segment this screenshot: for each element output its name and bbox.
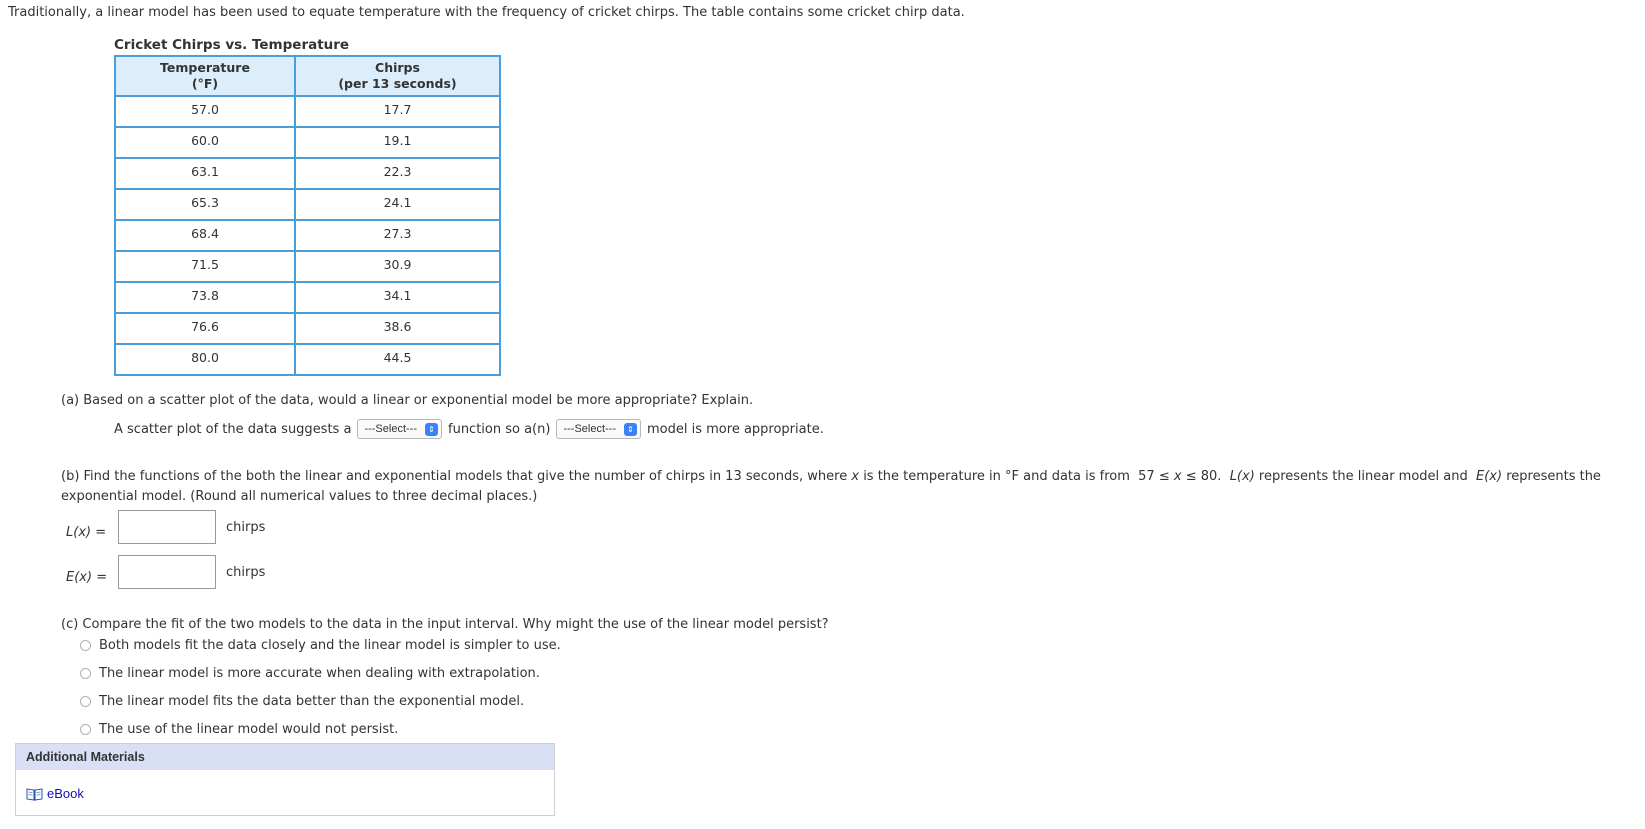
func-L: L(x) <box>1229 469 1255 484</box>
radio-button[interactable] <box>80 640 91 651</box>
cell-chirps: 24.1 <box>295 189 500 220</box>
part-a-answer-line <box>114 419 824 439</box>
cell-chirps: 22.3 <box>295 158 500 189</box>
part-a-text-2: function so a(n) <box>448 421 551 437</box>
cell-temperature: 80.0 <box>115 344 295 375</box>
radio-button[interactable] <box>80 724 91 735</box>
select-value: ---Select--- <box>364 423 417 435</box>
table-row <box>115 251 500 282</box>
domain-end: ≤ 80. <box>1185 469 1222 484</box>
table-row <box>115 313 500 344</box>
cell-chirps: 38.6 <box>295 313 500 344</box>
exponential-unit: chirps <box>226 565 266 580</box>
option-extrapolation[interactable]: The linear model is more accurate when dealing with extrapolation. <box>80 666 540 681</box>
model-type-select[interactable] <box>556 419 641 439</box>
function-type-select[interactable] <box>357 419 442 439</box>
chevron-updown-icon: ⇕ <box>425 423 438 436</box>
additional-materials-title: Additional Materials <box>16 744 554 770</box>
table-row <box>115 96 500 127</box>
header-chirps: Chirps (per 13 seconds) <box>295 56 500 96</box>
part-a-text-3: model is more appropriate. <box>647 421 824 437</box>
exponential-model-label: E(x) = <box>66 570 108 585</box>
var-x: x <box>1173 469 1182 484</box>
cell-temperature: 71.5 <box>115 251 295 282</box>
option-both-fit[interactable]: Both models fit the data closely and the linear model is simpler to use. <box>80 638 561 653</box>
part-a-text-1: A scatter plot of the data suggests a <box>114 421 352 437</box>
radio-button[interactable] <box>80 696 91 707</box>
table-row <box>115 189 500 220</box>
part-a-question: (a) Based on a scatter plot of the data, would a linear or exponential model be more appropriate? Explain. <box>61 393 754 408</box>
cell-temperature: 73.8 <box>115 282 295 313</box>
domain-start: 57 ≤ <box>1138 469 1170 484</box>
cell-chirps: 27.3 <box>295 220 500 251</box>
table-row <box>115 220 500 251</box>
cell-chirps: 19.1 <box>295 127 500 158</box>
ebook-label: eBook <box>47 786 84 801</box>
chevron-updown-icon: ⇕ <box>624 423 637 436</box>
cell-chirps: 34.1 <box>295 282 500 313</box>
book-icon <box>26 787 43 801</box>
cell-temperature: 65.3 <box>115 189 295 220</box>
radio-button[interactable] <box>80 668 91 679</box>
part-b-question: (b) Find the functions of the both the linear and exponential models that give the number of chirps in 13 seconds, where x is the temperature in °F and data is from 57 ≤ x ≤ 80. L(x) represents the linear model and E(x) represents the exponential model. (Round all numerical values to three decimal places.) <box>61 469 1601 504</box>
intro-text: Traditionally, a linear model has been used to equate temperature with the frequency of cricket chirps. The table contains some cricket chirp data. <box>8 5 965 20</box>
cell-temperature: 60.0 <box>115 127 295 158</box>
table-row <box>115 158 500 189</box>
cell-chirps: 30.9 <box>295 251 500 282</box>
cell-temperature: 57.0 <box>115 96 295 127</box>
select-value: ---Select--- <box>563 423 617 435</box>
option-not-persist[interactable]: The use of the linear model would not persist. <box>80 722 398 737</box>
table-title: Cricket Chirps vs. Temperature <box>114 37 350 53</box>
var-x: x <box>851 469 860 484</box>
cell-temperature: 76.6 <box>115 313 295 344</box>
cell-temperature: 68.4 <box>115 220 295 251</box>
part-c-question: (c) Compare the fit of the two models to the data in the input interval. Why might the use of the linear model persist? <box>61 617 829 632</box>
exponential-model-input[interactable] <box>118 555 216 589</box>
cell-chirps: 44.5 <box>295 344 500 375</box>
header-temperature: Temperature (°F) <box>115 56 295 96</box>
data-table <box>114 55 501 376</box>
cell-temperature: 63.1 <box>115 158 295 189</box>
ebook-link[interactable] <box>26 786 84 801</box>
linear-model-label: L(x) = <box>66 525 107 540</box>
linear-model-input[interactable] <box>118 510 216 544</box>
option-linear-better[interactable]: The linear model fits the data better than the exponential model. <box>80 694 524 709</box>
cell-chirps: 17.7 <box>295 96 500 127</box>
table-row <box>115 282 500 313</box>
func-E: E(x) <box>1476 469 1503 484</box>
table-row <box>115 127 500 158</box>
table-row <box>115 344 500 375</box>
additional-materials <box>15 743 555 816</box>
table-header-row <box>115 56 500 96</box>
linear-unit: chirps <box>226 520 266 535</box>
